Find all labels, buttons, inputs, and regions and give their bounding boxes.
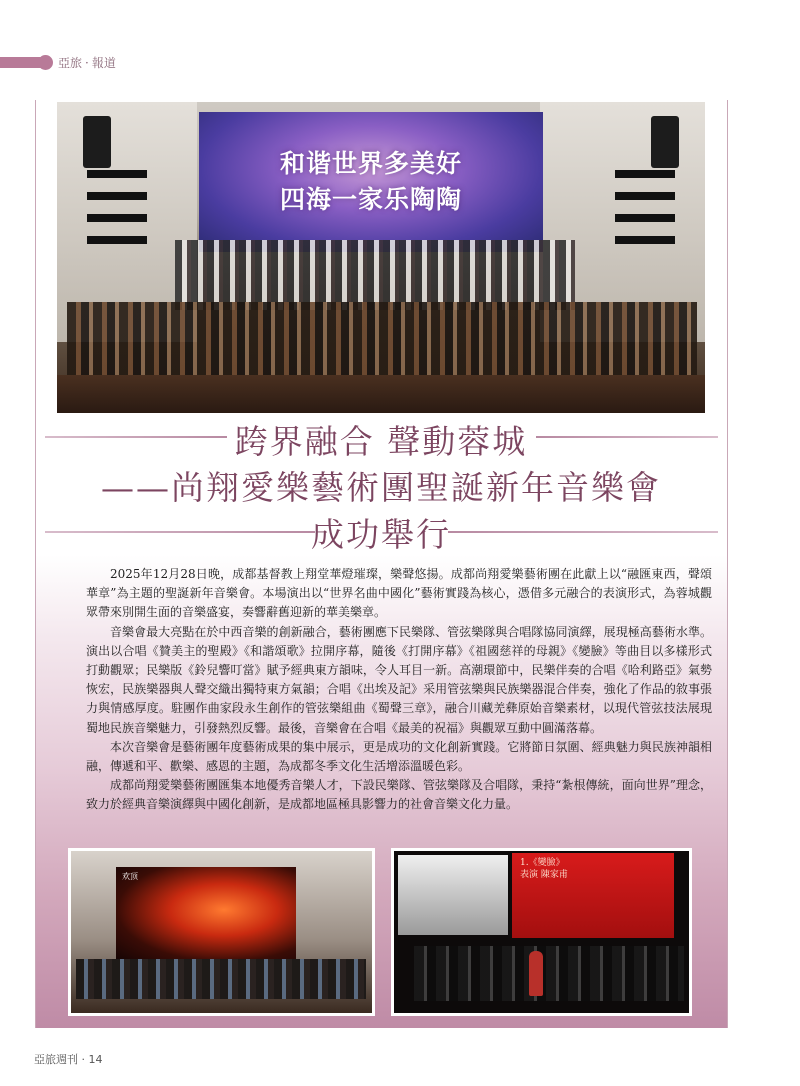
page-footer: 亞旅週刊 · 14 bbox=[34, 1053, 103, 1066]
band-members bbox=[76, 959, 366, 999]
stage-screen bbox=[199, 112, 543, 252]
article-title-line-3: 成功舉行 bbox=[311, 515, 451, 554]
section-separator: · bbox=[85, 56, 89, 70]
stage-lights-right bbox=[615, 164, 675, 244]
orchestra-performance-photo bbox=[68, 848, 375, 1016]
stage-lights-left bbox=[87, 164, 147, 244]
article-paragraph: 2025年12月28日晚，成都基督教上翔堂華燈璀璨，樂聲悠揚。成都尚翔愛樂藝術團在此獻上以“融匯東西，聲頌華章”為主題的聖誕新年音樂會。本場演出以“世界名曲中國化”藝術實踐為核心，憑借多元融合的表演形式，為蓉城觀眾帶來別開生面的音樂盛宴，奏響辭舊迎新的華美樂章。 bbox=[86, 567, 712, 620]
screen-text-line-2: 四海一家乐陶陶 bbox=[279, 185, 462, 214]
face-changing-performance-photo bbox=[391, 848, 692, 1016]
speaker-right bbox=[651, 116, 679, 168]
panel-right-border bbox=[727, 100, 728, 1028]
subsection-label: 報道 bbox=[91, 56, 116, 70]
article-paragraph: 音樂會最大亮點在於中西音樂的創新融合，藝術團應下民樂隊、管弦樂隊與合唱隊協同演繹，展現極高藝術水準。演出以合唱《贊美主的聖殿》《和諧頌歌》拉開序幕，隨後《打開序幕》《祖國慈祥的母親》《變臉》等曲目以多樣形式打動觀眾；民樂版《鈴兒響叮當》賦予經典東方韻味，令人耳目一新。高潮環節中，民樂伴奏的合唱《哈利路亞》氣勢恢宏，民族樂器與人聲交織出獨特東方氣韻；合唱《出埃及記》采用管弦樂與民族樂器混合伴奏，強化了作品的敘事張力與情感厚度。駐團作曲家段永生創作的管弦樂組曲《蜀聲三章》，融合川藏羌彝原始音樂素材，以現代管弦技法展現蜀地民族音樂魅力，引發熱烈反響。最後，音樂會在合唱《最美的祝福》與觀眾互動中圓滿落幕。 bbox=[86, 624, 712, 735]
screen-text-line-1: 和谐世界多美好 bbox=[279, 149, 462, 178]
article-body bbox=[86, 565, 712, 815]
stage-floor bbox=[57, 375, 705, 413]
performance-title: 1.《變臉》 bbox=[520, 858, 565, 868]
section-label: 亞旅 bbox=[58, 56, 83, 70]
performer-name: 表演 陳家甫 bbox=[520, 870, 568, 880]
article-paragraph: 成都尚翔愛樂藝術團匯集本地優秀音樂人才，下設民樂隊、管弦樂隊及合唱隊，秉持“紮根傳統，面向世界”理念，致力於經典音樂演繹與中國化創新，是成都地區極具影響力的社會音樂文化力量。 bbox=[86, 778, 712, 812]
article-title-line-2: ——尚翔愛樂藝術團聖誕新年音樂會 bbox=[101, 468, 661, 507]
speaker-left bbox=[83, 116, 111, 168]
performance-caption bbox=[520, 857, 568, 881]
panel-left-border bbox=[35, 100, 36, 1028]
fire-screen bbox=[116, 867, 296, 962]
article-paragraph: 本次音樂會是藝術團年度藝術成果的集中展示，更是成功的文化創新實踐。它將節日氛圍、經典魅力與民族神韻相融，傳遞和平、歡樂、感恩的主題，為成都冬季文化生活增添溫暖色彩。 bbox=[86, 739, 712, 774]
section-header bbox=[58, 54, 116, 71]
side-screen bbox=[398, 855, 508, 935]
header-accent-dot bbox=[38, 55, 53, 70]
article-title-line-1: 跨界融合 聲動蓉城 bbox=[234, 422, 528, 461]
orchestra-group bbox=[67, 302, 697, 382]
red-screen bbox=[512, 853, 674, 938]
concert-hero-photo bbox=[57, 102, 705, 413]
performer-figure bbox=[529, 951, 543, 996]
header-accent-bar bbox=[0, 57, 42, 68]
choir-group bbox=[175, 240, 575, 310]
instrument-stands bbox=[414, 946, 684, 1001]
screen-label: 欢顶 bbox=[122, 872, 138, 881]
